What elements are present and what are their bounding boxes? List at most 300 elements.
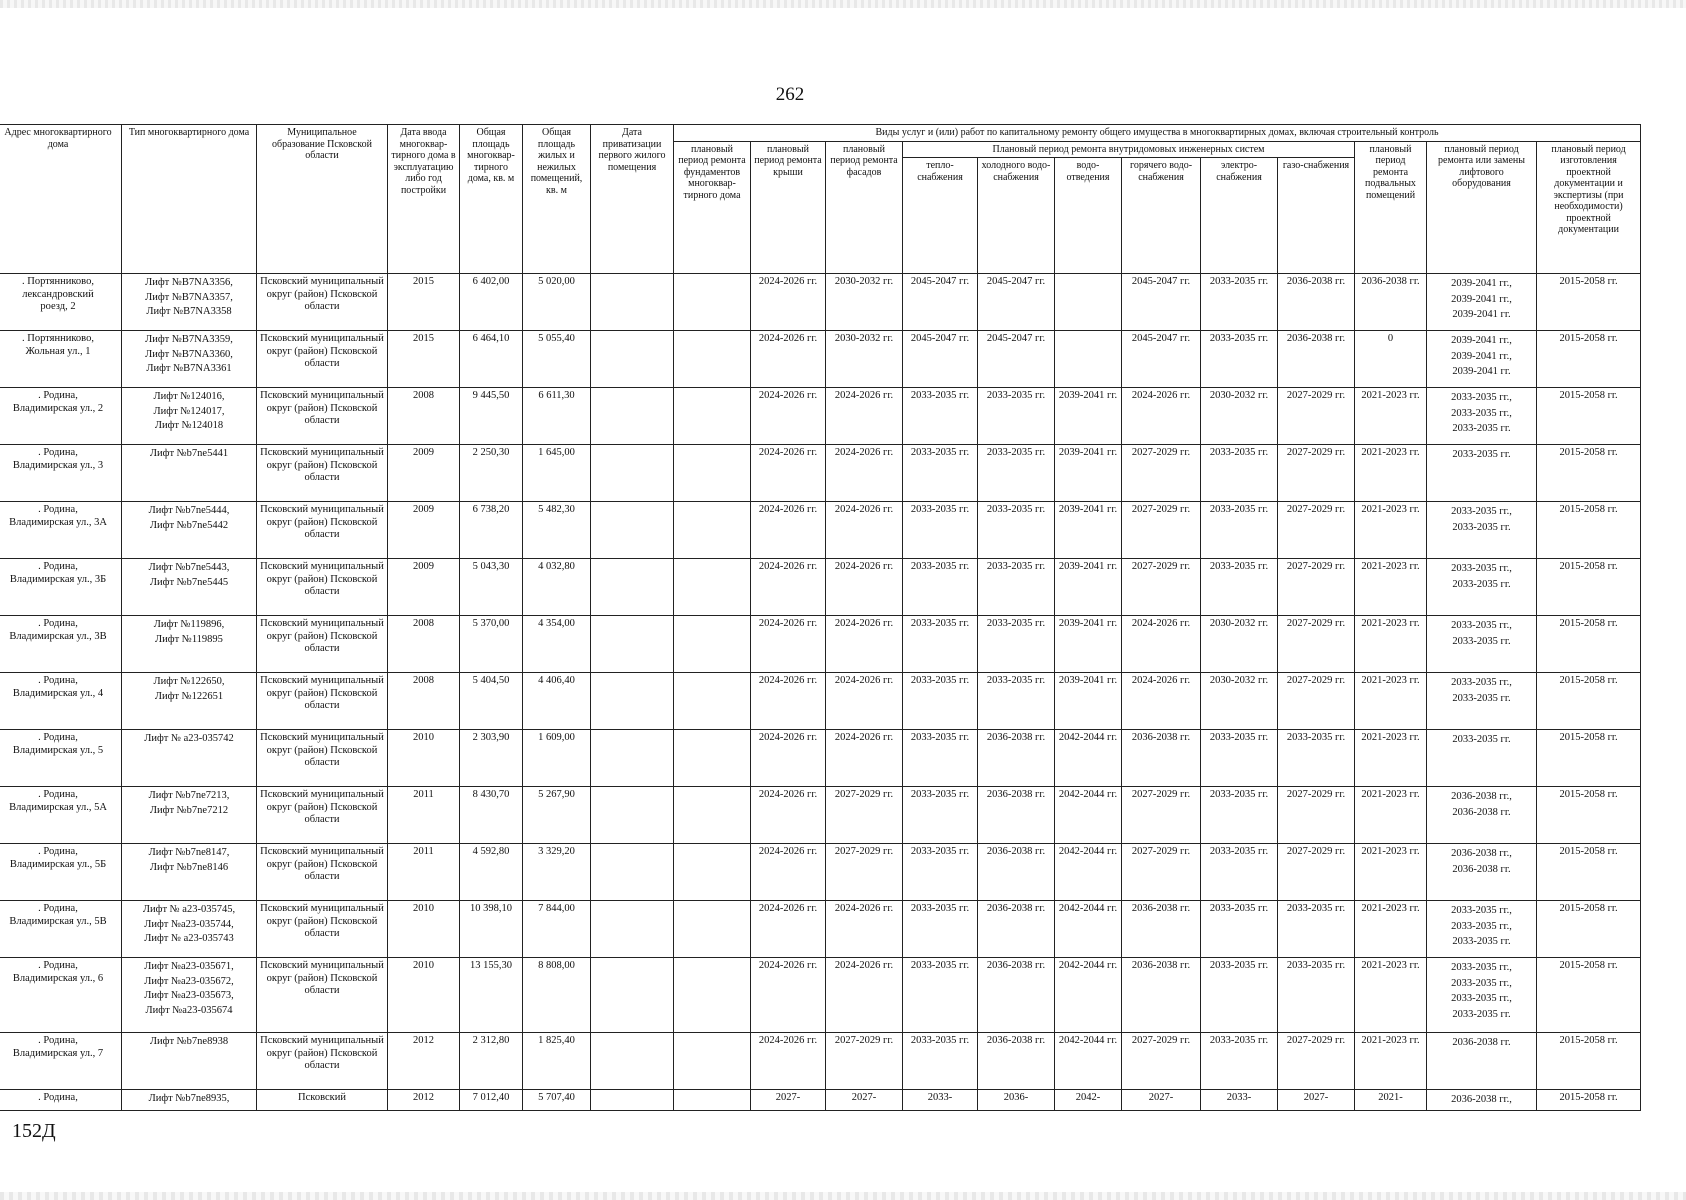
- cell-hot-water: 2045-2047 гг.: [1122, 331, 1201, 388]
- cell-address: [0, 1090, 122, 1111]
- cell-year: 2010: [388, 730, 460, 787]
- table-row: [0, 958, 1641, 1033]
- cell-address: [0, 730, 122, 787]
- cell-privatization: [591, 274, 674, 331]
- cell-electric: 2033-2035 гг.: [1201, 730, 1278, 787]
- cell-living-area: 5 267,90: [523, 787, 591, 844]
- cell-living-area: 8 808,00: [523, 958, 591, 1033]
- cell-lift-period: [1427, 958, 1537, 1033]
- cell-lift-type-line: Лифт №B7NA3359,: [145, 334, 233, 345]
- cell-year: 2009: [388, 559, 460, 616]
- cell-living-area: 5 707,40: [523, 1090, 591, 1111]
- cell-living-area: 6 611,30: [523, 388, 591, 445]
- cell-electric: 2033-: [1201, 1090, 1278, 1111]
- cell-privatization: [591, 445, 674, 502]
- cell-electric: 2033-2035 гг.: [1201, 958, 1278, 1033]
- cell-gas: 2027-2029 гг.: [1278, 787, 1355, 844]
- cell-roof: 2024-2026 гг.: [751, 388, 826, 445]
- cell-address-line: Жольная ул., 1: [25, 345, 91, 357]
- cell-living-area: 4 032,80: [523, 559, 591, 616]
- cell-roof: 2024-2026 гг.: [751, 445, 826, 502]
- cell-electric: 2033-2035 гг.: [1201, 445, 1278, 502]
- cell-gas: 2033-2035 гг.: [1278, 958, 1355, 1033]
- cell-project: 2015-2058 гг.: [1537, 1033, 1641, 1090]
- cell-basement: 2021-: [1355, 1090, 1427, 1111]
- cell-cold-water: 2033-2035 гг.: [978, 502, 1055, 559]
- cell-address-line: Владимирская ул., 6: [12, 972, 104, 984]
- table-body: [0, 274, 1641, 1111]
- header-hot-water: горячего водо-снабжения: [1122, 158, 1201, 274]
- header-type: Тип многоквартирного дома: [122, 125, 257, 274]
- cell-address-line: Владимирская ул., 3Б: [9, 573, 107, 585]
- cell-municipality: Псковский муниципальный округ (район) Псковской области: [257, 445, 388, 502]
- cell-hot-water: 2027-2029 гг.: [1122, 787, 1201, 844]
- cell-total-area: 2 250,30: [460, 445, 523, 502]
- cell-total-area: 6 738,20: [460, 502, 523, 559]
- cell-address: [0, 787, 122, 844]
- cell-lift-period-line: 2036-2038 гг.: [1452, 806, 1511, 818]
- cell-privatization: [591, 331, 674, 388]
- cell-lift-period-line: 2039-2041 гг.: [1452, 309, 1511, 320]
- cell-lift-period-line: 2033-2035 гг.: [1452, 936, 1511, 947]
- cell-lift-type: [122, 1090, 257, 1111]
- cell-municipality: Псковский муниципальный округ (район) Псковской области: [257, 274, 388, 331]
- header-lift: плановый период ремонта или замены лифтового оборудования: [1427, 141, 1537, 274]
- cell-year: 2012: [388, 1090, 460, 1111]
- cell-gas: 2027-2029 гг.: [1278, 445, 1355, 502]
- cell-project: 2015-2058 гг.: [1537, 388, 1641, 445]
- cell-lift-type: [122, 559, 257, 616]
- cell-project: 2015-2058 гг.: [1537, 730, 1641, 787]
- cell-hot-water: 2045-2047 гг.: [1122, 274, 1201, 331]
- cell-address: [0, 958, 122, 1033]
- cell-electric: 2030-2032 гг.: [1201, 673, 1278, 730]
- cell-lift-type-line: Лифт №a23-035674: [145, 1004, 233, 1016]
- cell-lift-type-line: Лифт №b7ne5441: [149, 448, 229, 459]
- table-row: [0, 730, 1641, 787]
- table-row: [0, 844, 1641, 901]
- cell-lift-type: [122, 673, 257, 730]
- cell-address-line: . Родина,: [38, 732, 78, 743]
- cell-basement: 2036-2038 гг.: [1355, 274, 1427, 331]
- header-foundation: плановый период ремонта фундаментов многоквар-тирного дома: [674, 141, 751, 274]
- cell-hot-water: 2027-2029 гг.: [1122, 1033, 1201, 1090]
- cell-electric: 2030-2032 гг.: [1201, 388, 1278, 445]
- cell-cold-water: 2036-: [978, 1090, 1055, 1111]
- cell-electric: 2033-2035 гг.: [1201, 844, 1278, 901]
- cell-roof: 2024-2026 гг.: [751, 331, 826, 388]
- cell-lift-type: [122, 1033, 257, 1090]
- cell-basement: 2021-2023 гг.: [1355, 559, 1427, 616]
- cell-heat: 2033-2035 гг.: [903, 559, 978, 616]
- cell-total-area: 13 155,30: [460, 958, 523, 1033]
- cell-total-area: 9 445,50: [460, 388, 523, 445]
- cell-project: 2015-2058 гг.: [1537, 787, 1641, 844]
- cell-foundation: [674, 730, 751, 787]
- cell-lift-type-line: Лифт №B7NA3360,: [145, 348, 233, 360]
- cell-year: 2008: [388, 616, 460, 673]
- cell-address-line: Владимирская ул., 2: [12, 402, 104, 414]
- cell-year: 2009: [388, 502, 460, 559]
- cell-basement: 2021-2023 гг.: [1355, 502, 1427, 559]
- document-code: 152Д: [12, 1120, 56, 1142]
- cell-facade: 2030-2032 гг.: [826, 274, 903, 331]
- cell-roof: 2024-2026 гг.: [751, 958, 826, 1033]
- cell-gas: 2027-2029 гг.: [1278, 844, 1355, 901]
- cell-lift-type-line: Лифт №b7ne8938: [149, 1036, 229, 1047]
- cell-drainage: 2042-2044 гг.: [1055, 730, 1122, 787]
- cell-year: 2009: [388, 445, 460, 502]
- cell-address: [0, 388, 122, 445]
- cell-lift-period-line: 2033-2035 гг.,: [1451, 905, 1512, 916]
- cell-year: 2010: [388, 958, 460, 1033]
- cell-lift-period: [1427, 274, 1537, 331]
- cell-project: 2015-2058 гг.: [1537, 673, 1641, 730]
- cell-address: [0, 502, 122, 559]
- cell-facade: 2024-2026 гг.: [826, 388, 903, 445]
- cell-municipality: Псковский муниципальный округ (район) Псковской области: [257, 616, 388, 673]
- cell-address-line: Владимирская ул., 3В: [9, 630, 107, 642]
- cell-lift-period-line: 2033-2035 гг.: [1452, 449, 1511, 460]
- cell-address-line: . Родина,: [38, 447, 78, 458]
- cell-cold-water: 2036-2038 гг.: [978, 958, 1055, 1033]
- cell-electric: 2033-2035 гг.: [1201, 559, 1278, 616]
- cell-lift-period: [1427, 901, 1537, 958]
- cell-lift-period: [1427, 730, 1537, 787]
- cell-basement: 2021-2023 гг.: [1355, 673, 1427, 730]
- cell-gas: 2027-2029 гг.: [1278, 1033, 1355, 1090]
- cell-lift-type: [122, 616, 257, 673]
- cell-address-line: . Портянниково,: [22, 276, 94, 287]
- cell-total-area: 5 404,50: [460, 673, 523, 730]
- cell-address: [0, 616, 122, 673]
- cell-facade: 2024-2026 гг.: [826, 673, 903, 730]
- cell-electric: 2030-2032 гг.: [1201, 616, 1278, 673]
- cell-drainage: 2039-2041 гг.: [1055, 388, 1122, 445]
- table-row: [0, 274, 1641, 331]
- cell-lift-period: [1427, 502, 1537, 559]
- cell-privatization: [591, 901, 674, 958]
- cell-lift-period-line: 2036-2038 гг.: [1452, 1037, 1511, 1048]
- cell-year: 2008: [388, 388, 460, 445]
- cell-total-area: 10 398,10: [460, 901, 523, 958]
- cell-roof: 2024-2026 гг.: [751, 502, 826, 559]
- cell-lift-type-line: Лифт №124017,: [153, 405, 225, 417]
- cell-total-area: 6 402,00: [460, 274, 523, 331]
- cell-heat: 2033-2035 гг.: [903, 673, 978, 730]
- cell-municipality: Псковский муниципальный округ (район) Псковской области: [257, 502, 388, 559]
- cell-facade: 2024-2026 гг.: [826, 901, 903, 958]
- cell-municipality: Псковский муниципальный округ (район) Псковской области: [257, 559, 388, 616]
- cell-drainage: 2042-2044 гг.: [1055, 1033, 1122, 1090]
- cell-gas: 2036-2038 гг.: [1278, 274, 1355, 331]
- cell-electric: 2033-2035 гг.: [1201, 787, 1278, 844]
- cell-address-line: Владимирская ул., 5А: [9, 801, 107, 813]
- cell-lift-period-line: 2033-2035 гг.: [1452, 734, 1511, 745]
- cell-lift-type-line: Лифт №a23-035744,: [144, 918, 234, 930]
- table-row: [0, 901, 1641, 958]
- cell-facade: 2027-2029 гг.: [826, 844, 903, 901]
- cell-address-line: роезд, 2: [40, 301, 76, 312]
- cell-drainage: [1055, 331, 1122, 388]
- cell-lift-type-line: Лифт №b7ne7212: [149, 804, 229, 816]
- cell-lift-type-line: Лифт № a23-035743: [144, 933, 234, 944]
- cell-facade: 2027-2029 гг.: [826, 787, 903, 844]
- cell-basement: 2021-2023 гг.: [1355, 787, 1427, 844]
- cell-lift-type-line: Лифт №a23-035673,: [144, 990, 234, 1001]
- cell-address: [0, 274, 122, 331]
- header-total-area: Общая площадь многоквар-тирного дома, кв. м: [460, 125, 523, 274]
- cell-foundation: [674, 274, 751, 331]
- cell-foundation: [674, 331, 751, 388]
- cell-living-area: 3 329,20: [523, 844, 591, 901]
- cell-lift-period: [1427, 1033, 1537, 1090]
- cell-hot-water: 2027-2029 гг.: [1122, 844, 1201, 901]
- cell-living-area: 1 609,00: [523, 730, 591, 787]
- cell-address-line: Владимирская ул., 7: [12, 1047, 104, 1059]
- cell-lift-type: [122, 502, 257, 559]
- cell-heat: 2033-2035 гг.: [903, 844, 978, 901]
- cell-lift-type-line: Лифт №b7ne5444,: [148, 505, 230, 516]
- cell-foundation: [674, 502, 751, 559]
- cell-heat: 2033-2035 гг.: [903, 616, 978, 673]
- cell-gas: 2033-2035 гг.: [1278, 901, 1355, 958]
- cell-address-line: Владимирская ул., 3: [12, 459, 104, 471]
- cell-year: 2015: [388, 331, 460, 388]
- cell-foundation: [674, 1033, 751, 1090]
- cell-lift-type-line: Лифт №b7ne5445: [149, 576, 229, 588]
- cell-total-area: 7 012,40: [460, 1090, 523, 1111]
- cell-project: 2015-2058 гг.: [1537, 616, 1641, 673]
- cell-address-line: Владимирская ул., 5Б: [9, 858, 107, 870]
- cell-municipality: Псковский муниципальный округ (район) Псковской области: [257, 844, 388, 901]
- table-row: [0, 502, 1641, 559]
- cell-privatization: [591, 388, 674, 445]
- cell-lift-type-line: Лифт №b7ne5442: [149, 519, 229, 531]
- page-number: 262: [775, 84, 805, 105]
- cell-year: 2015: [388, 274, 460, 331]
- cell-address-line: Владимирская ул., 5В: [9, 915, 107, 927]
- cell-address-line: Владимирская ул., 5: [12, 744, 104, 756]
- cell-municipality: Псковский муниципальный округ (район) Псковской области: [257, 730, 388, 787]
- cell-facade: 2030-2032 гг.: [826, 331, 903, 388]
- cell-lift-type-line: Лифт №b7ne7213,: [148, 790, 230, 801]
- header-municipality: Муниципальное образование Псковской области: [257, 125, 388, 274]
- header-date-commission: Дата ввода многоквар-тирного дома в эксплуатацию либо год постройки: [388, 125, 460, 274]
- cell-address-line: . Родина,: [38, 504, 78, 515]
- cell-lift-period: [1427, 1090, 1537, 1111]
- cell-cold-water: 2033-2035 гг.: [978, 388, 1055, 445]
- header-drainage: водо-отведения: [1055, 158, 1122, 274]
- cell-lift-period-line: 2033-2035 гг.,: [1451, 677, 1512, 688]
- cell-municipality: Псковский муниципальный округ (район) Псковской области: [257, 388, 388, 445]
- cell-lift-period-line: 2036-2038 гг.,: [1451, 1094, 1512, 1105]
- cell-lift-type: [122, 844, 257, 901]
- cell-heat: 2033-2035 гг.: [903, 388, 978, 445]
- cell-project: 2015-2058 гг.: [1537, 274, 1641, 331]
- cell-year: 2008: [388, 673, 460, 730]
- cell-lift-type-line: Лифт № a23-035742: [144, 733, 234, 744]
- cell-total-area: 2 303,90: [460, 730, 523, 787]
- header-electric: электро-снабжения: [1201, 158, 1278, 274]
- cell-privatization: [591, 787, 674, 844]
- cell-living-area: 1 645,00: [523, 445, 591, 502]
- cell-lift-period-line: 2033-2035 гг.,: [1451, 962, 1512, 973]
- cell-lift-period-line: 2033-2035 гг.,: [1451, 407, 1512, 419]
- cell-lift-type: [122, 958, 257, 1033]
- cell-address-line: Владимирская ул., 3А: [9, 516, 107, 528]
- cell-heat: 2033-2035 гг.: [903, 730, 978, 787]
- cell-privatization: [591, 730, 674, 787]
- cell-lift-type-line: Лифт №b7ne8147,: [148, 847, 230, 858]
- cell-lift-type-line: Лифт №a23-035671,: [144, 961, 234, 972]
- cell-lift-period-line: 2039-2041 гг.,: [1451, 335, 1512, 346]
- cell-project: 2015-2058 гг.: [1537, 901, 1641, 958]
- cell-cold-water: 2033-2035 гг.: [978, 616, 1055, 673]
- cell-lift-type-line: Лифт №b7ne8935,: [148, 1093, 230, 1104]
- cell-drainage: 2039-2041 гг.: [1055, 502, 1122, 559]
- cell-address: [0, 1033, 122, 1090]
- cell-address-line: . Родина,: [38, 1035, 78, 1046]
- cell-gas: 2027-2029 гг.: [1278, 559, 1355, 616]
- cell-municipality: Псковский муниципальный округ (район) Псковской области: [257, 901, 388, 958]
- cell-lift-type-line: Лифт №119895: [155, 633, 223, 645]
- cell-lift-type-line: Лифт №B7NA3358: [146, 306, 232, 317]
- cell-gas: 2027-2029 гг.: [1278, 388, 1355, 445]
- cell-municipality: Псковский муниципальный округ (район) Псковской области: [257, 787, 388, 844]
- cell-living-area: 7 844,00: [523, 901, 591, 958]
- cell-municipality: Псковский муниципальный округ (район) Псковской области: [257, 331, 388, 388]
- cell-drainage: 2042-2044 гг.: [1055, 787, 1122, 844]
- cell-privatization: [591, 559, 674, 616]
- cell-drainage: 2039-2041 гг.: [1055, 559, 1122, 616]
- cell-project: 2015-2058 гг.: [1537, 958, 1641, 1033]
- cell-hot-water: 2027-2029 гг.: [1122, 445, 1201, 502]
- cell-lift-period-line: 2033-2035 гг.,: [1451, 506, 1512, 517]
- cell-lift-period: [1427, 616, 1537, 673]
- header-project-docs: плановый период изготовления проектной документации и экспертизы (при необходимости) проектной документации: [1537, 141, 1641, 274]
- cell-facade: 2024-2026 гг.: [826, 445, 903, 502]
- cell-privatization: [591, 616, 674, 673]
- cell-basement: 2021-2023 гг.: [1355, 1033, 1427, 1090]
- cell-address: [0, 559, 122, 616]
- cell-privatization: [591, 1090, 674, 1111]
- cell-foundation: [674, 844, 751, 901]
- cell-foundation: [674, 445, 751, 502]
- header-basement: плановый период ремонта подвальных помещений: [1355, 141, 1427, 274]
- cell-foundation: [674, 616, 751, 673]
- cell-municipality: Псковский муниципальный округ (район) Псковской области: [257, 673, 388, 730]
- cell-lift-period: [1427, 787, 1537, 844]
- cell-hot-water: 2036-2038 гг.: [1122, 730, 1201, 787]
- cell-facade: 2027-2029 гг.: [826, 1033, 903, 1090]
- cell-gas: 2027-2029 гг.: [1278, 673, 1355, 730]
- cell-address-line: . Родина,: [38, 618, 78, 629]
- header-privatization-date: Дата приватизации первого жилого помещения: [591, 125, 674, 274]
- cell-basement: 2021-2023 гг.: [1355, 388, 1427, 445]
- cell-lift-type-line: Лифт №122651: [154, 690, 224, 702]
- header-heat: тепло-снабжения: [903, 158, 978, 274]
- cell-basement: 2021-2023 гг.: [1355, 901, 1427, 958]
- cell-lift-period-line: 2033-2035 гг.: [1452, 423, 1511, 434]
- cell-address-line: лександровский: [22, 288, 94, 300]
- cell-lift-period-line: 2039-2041 гг.: [1452, 366, 1511, 377]
- cell-address: [0, 331, 122, 388]
- cell-address-line: . Родина,: [38, 789, 78, 800]
- cell-lift-period: [1427, 445, 1537, 502]
- cell-lift-period-line: 2033-2035 гг.: [1452, 1008, 1511, 1020]
- cell-roof: 2024-2026 гг.: [751, 559, 826, 616]
- cell-lift-type: [122, 901, 257, 958]
- cell-project: 2015-2058 гг.: [1537, 331, 1641, 388]
- cell-living-area: 4 354,00: [523, 616, 591, 673]
- cell-address: [0, 901, 122, 958]
- cell-foundation: [674, 901, 751, 958]
- cell-lift-period-line: 2039-2041 гг.,: [1451, 278, 1512, 289]
- cell-cold-water: 2045-2047 гг.: [978, 274, 1055, 331]
- cell-lift-period-line: 2033-2035 гг.,: [1451, 392, 1512, 403]
- cell-roof: 2024-2026 гг.: [751, 274, 826, 331]
- cell-roof: 2024-2026 гг.: [751, 673, 826, 730]
- scan-edge-top: [0, 0, 1686, 8]
- cell-lift-period: [1427, 388, 1537, 445]
- cell-lift-period: [1427, 559, 1537, 616]
- cell-lift-type: [122, 331, 257, 388]
- cell-total-area: 6 464,10: [460, 331, 523, 388]
- cell-lift-period: [1427, 331, 1537, 388]
- cell-roof: 2024-2026 гг.: [751, 730, 826, 787]
- cell-facade: 2024-2026 гг.: [826, 730, 903, 787]
- cell-total-area: 8 430,70: [460, 787, 523, 844]
- cell-hot-water: 2024-2026 гг.: [1122, 388, 1201, 445]
- cell-drainage: 2042-2044 гг.: [1055, 844, 1122, 901]
- cell-lift-period-line: 2033-2035 гг.: [1452, 521, 1511, 533]
- cell-cold-water: 2036-2038 гг.: [978, 730, 1055, 787]
- cell-lift-period: [1427, 673, 1537, 730]
- cell-lift-period-line: 2033-2035 гг.: [1452, 635, 1511, 647]
- cell-foundation: [674, 673, 751, 730]
- table-row: [0, 616, 1641, 673]
- table-row: [0, 388, 1641, 445]
- cell-address-line: . Родина,: [38, 903, 78, 914]
- cell-cold-water: 2045-2047 гг.: [978, 331, 1055, 388]
- table-row: [0, 787, 1641, 844]
- cell-lift-period: [1427, 844, 1537, 901]
- cell-hot-water: 2027-2029 гг.: [1122, 502, 1201, 559]
- cell-electric: 2033-2035 гг.: [1201, 502, 1278, 559]
- cell-roof: 2027-: [751, 1090, 826, 1111]
- cell-gas: 2027-2029 гг.: [1278, 502, 1355, 559]
- cell-municipality: Псковский муниципальный округ (район) Псковской области: [257, 958, 388, 1033]
- cell-gas: 2027-: [1278, 1090, 1355, 1111]
- cell-hot-water: 2024-2026 гг.: [1122, 616, 1201, 673]
- cell-lift-period-line: 2033-2035 гг.: [1452, 578, 1511, 590]
- cell-heat: 2045-2047 гг.: [903, 274, 978, 331]
- cell-total-area: 5 370,00: [460, 616, 523, 673]
- cell-electric: 2033-2035 гг.: [1201, 901, 1278, 958]
- cell-roof: 2024-2026 гг.: [751, 844, 826, 901]
- cell-project: 2015-2058 гг.: [1537, 559, 1641, 616]
- cell-lift-period-line: 2033-2035 гг.,: [1451, 563, 1512, 574]
- cell-lift-type-line: Лифт №b7ne8146: [149, 861, 229, 873]
- cell-lift-period-line: 2033-2035 гг.,: [1451, 977, 1512, 989]
- cell-municipality: Псковский: [257, 1090, 388, 1111]
- cell-roof: 2024-2026 гг.: [751, 787, 826, 844]
- cell-lift-type-line: Лифт №a23-035672,: [144, 975, 234, 987]
- cell-living-area: 4 406,40: [523, 673, 591, 730]
- cell-basement: 0: [1355, 331, 1427, 388]
- cell-lift-period-line: 2033-2035 гг.,: [1451, 920, 1512, 932]
